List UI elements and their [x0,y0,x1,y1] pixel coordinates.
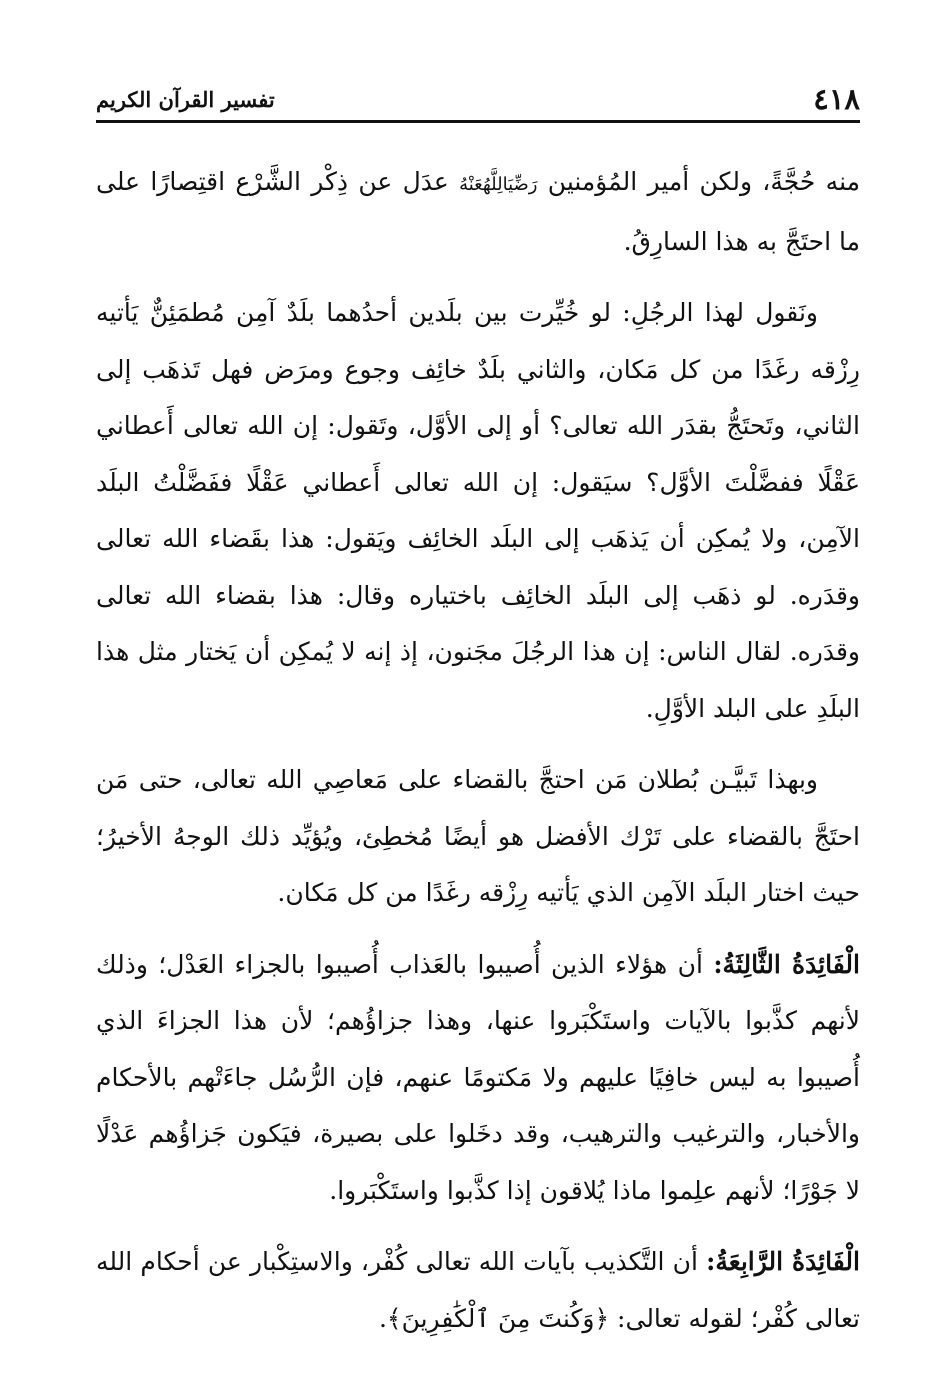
running-header [96,80,860,123]
paragraph-2 [96,285,860,737]
paragraph-2-text: ونَقول لهذا الرجُلِ: لو خُيِّرت بين بلَدين أحدُهما بلَدٌ آمِن مُطمَئِنٌّ يَأتيه رِزْقه رغَدًا من كل مَكان، والثاني بلَدٌ خائِف وجوع ومرَض فهل تَذهَب إلى الثاني، وتَحتَجُّ بقدَر الله تعالى؟ أو إلى الأوَّل، وتَقول: إن الله تعالى أَعطاني عَقْلًا ففضَّلْتَ الأوَّل؟ سيَقول: إن الله تعالى أَعطاني عَقْلًا ففَضَّلْتُ البلَد الآمِن، ولا يُمكِن أن يَذهَب إلى البلَد الخائِف ويَقول: هذا بقَضاء الله تعالى وقدَره. لو ذهَب إلى البلَد الخائِف باختياره وقال: هذا بقضاء الله تعالى وقدَره. لقال الناس: إن هذا الرجُلَ مجَنون، إذ إنه لا يُمكِن أن يَختار مثل هذا البلَدِ على البلد الأوَّلِ. [96,298,860,723]
honorific-phrase: رَضِّيَالِلَّهُعَنْهُ [459,174,538,195]
paragraph-1 [96,154,860,270]
benefit-third [96,937,860,1220]
quran-verse: ﴿وَكُنتَ مِنَ ٱلْكَٰفِرِينَ﴾ [386,1303,610,1333]
paragraph-3 [96,752,860,922]
body-text [96,154,860,1362]
benefit-fourth-heading: الْفَائِدَةُ الرَّابِعَةُ: [706,1247,860,1276]
paragraph-3-text: وبهذا تَبيَّـن بُطلان مَن احتجَّ بالقضاء على مَعاصِي الله تعالى، حتى مَن احتَجَّ بالقضاء على تَرْك الأفضل هو أيضًا مُخطِئ، ويُؤيِّد ذلك الوجهُ الأخيرُ؛ حيث اختار البلَد الآمِن الذي يَأتيه رِزْقه رغَدًا من كل مَكان. [96,765,860,907]
benefit-fourth-end: . [378,1303,387,1333]
page-number: ٤١٨ [813,82,860,116]
benefit-fourth [96,1234,860,1347]
benefit-third-heading: الْفَائِدَةُ الثَّالِثَةُ: [713,949,860,979]
benefit-fourth-text: أن التَّكذيب بآيات الله تعالى كُفْر، والاستِكْبار عن أحكام الله تعالى كُفْر؛ لقوله تعالى: [96,1247,860,1333]
paragraph-1-text-end: عدَل عن ذِكْر الشَّرْع اقتِصارًا على ما احتَجَّ به هذا السارِقُ. [96,167,860,256]
paragraph-1-text-start: منه حُجَّةً، ولكن أمير المُؤمنين [537,167,860,196]
book-title: تفسير القرآن الكريم [96,87,275,112]
benefit-third-text: أن هؤلاء الذين أُصيبوا بالعَذاب أُصيبوا بالجزاء العَدْل؛ وذلك لأنهم كذَّبوا بالآيات واستَكْبَروا عنها، وهذا جزاؤُهم؛ لأن هذا الجزاءَ الذي أُصيبوا به ليس خافِيًا عليهم ولا مَكتومًا عنهم، فإن الرُّسُل جاءَتْهم بالأحكام والأخبار، والترغيب والترهيب، وقد دخَلوا على بصيرة، فيَكون جَزاؤُهم عَدْلًا لا جَوْرًا؛ لأنهم علِموا ماذا يُلاقون إذا كذَّبوا واستَكْبَروا. [96,949,860,1205]
